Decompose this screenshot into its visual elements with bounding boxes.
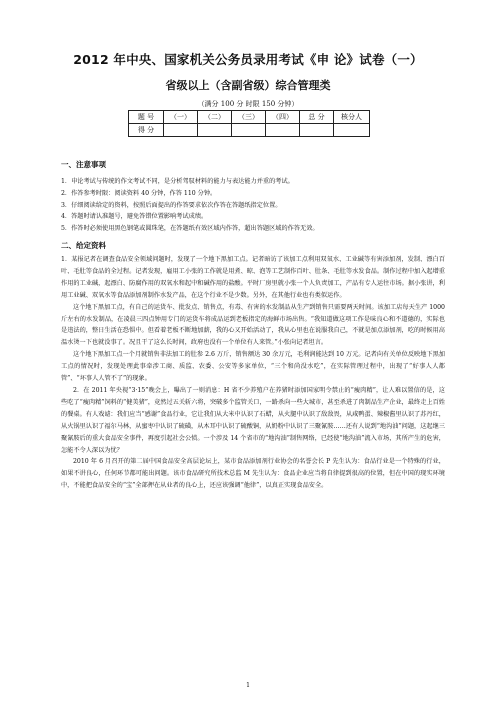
score-cell[interactable] xyxy=(334,124,370,137)
page-subtitle: 省级以上（含副省级）综合管理类 xyxy=(165,79,331,92)
score-header-cell: 核分人 xyxy=(334,111,370,124)
material-paragraph: 这个地下黑加工点一个月就销售非法加工的肚参 2.6 万斤，销售额达 30 余万元，毛利润能达到 10 万元。记者向有关单位反映地下黑加工点的情况时，发现处理此事牵涉工商、质监、农委、公安等多家单位，“三个和尚没水吃”，在实际管理过程中，出现了“好事人人都管”、“坏事人人管不了”的现象。 xyxy=(61,351,445,383)
score-cell[interactable] xyxy=(164,124,198,137)
score-table-score-row xyxy=(129,124,370,137)
section-heading-notes: 一、注意事项 xyxy=(61,160,106,169)
material-paragraph: 1．某报记者在调查食品安全领域问题时，发现了一个地下黑加工点。记者暗访了该加工点利用双氧水、工业碱等有害添加剂，发制、漂白百叶、毛肚等食品的全过程。记者发现，雇用工小张的工作就是用煮、晾、泡等工艺制作百叶、肚条、毛肚等水发食品。制作过程中加入起增重作用的工业碱，起漂白、防腐作用的双氧水和起中和碱作用的盐酸。平时厂房里就小张一个人负责加工，产品有专人运往市场。据小张讲，利用工业碱、双氧水等食品添加剂制作水发产品，在这个行业不是少数。另外，在其他行业也有类似运作。 xyxy=(61,256,445,299)
score-header-cell: 总 分 xyxy=(300,111,334,124)
score-cell[interactable] xyxy=(300,124,334,137)
exam-info: （满分 100 分 时限 150 分钟） xyxy=(197,100,299,108)
material-paragraph: 这个地下黑加工点，有自己的运货车、批发点、销售点，有毒、有害的水发制品从生产到销售只需要两天时间。该加工店每天生产 1000 斤左右的水发制品，在凌晨三四点钟用专门的运货车将成品运到老板指定的海鲜市场出售。“我知道做这项工作是味良心和不道德的，实际也是违法的，整日生活在恐惧中。但看着老板不断地加薪，我的心又开始活动了，我从心里也在说服我自己，不就是加点添加剂，吃的时候用高温水烫一下也就没事了。况且干了这么长时间，政府也没有一个单位有人来管。”小张向记者坦言。 xyxy=(61,303,445,347)
material-paragraph: 2010 年 6 月召开的第二届中国食品安全高层论坛上，某市食品添加剂行业协会的名誉会长 P 先生认为：食品行业是一个特殊的行业，如果不讲良心，任何环节都可能出问题。该市食品研究所技术总监 M 先生认为：食品企业应当将自律提到很高的位置，但在中国的现实环境中，不能把食品安全的“宝”全部押在从业者的良心上，还应该强调“他律”，以真正实现食品安全。 xyxy=(61,458,445,490)
notes-item: 2．作答参考时限：阅读资料 40 分钟，作答 110 分钟。 xyxy=(61,189,217,197)
notes-item: 1．申论考试与传统的作文考试不同，是分析驾驭材料的能力与表达能力并重的考试。 xyxy=(61,178,294,185)
notes-list xyxy=(61,176,461,235)
score-row-label: 得 分 xyxy=(129,124,164,137)
notes-item: 4．答题时请认准题号，避免答错位置影响考试成绩。 xyxy=(61,213,208,221)
material-paragraph: 2．在 2011 年央视“3·15”晚会上，曝出了一则消息：H 省不少养殖户在养猪时添加国家明令禁止的“瘦肉精”，让人难以置信的是，这些吃了“瘦肉精”饲料的“健美猪”，竟然过五关斩六将，突破多个监管关口，一路杀向一些大城市，甚至杀进了肉制品生产企业，最终走上百姓的餐桌。有人戏谑：我们应当“感谢”食品行业，它让我们从大米中认识了石蜡，从火腿中认识了敌敌畏，从咸鸭蛋、辣椒酱里认识了苏丹红，从火锅里认识了福尔马林，从蜜枣中认识了硫磺，从木耳中认识了硫酸铜，从奶粉中认识了三聚氰胺……还有人说到“地沟油”问题，这起继三聚氰胺后的重大食品安全事件，再度引起社会公愤。一个涉及 14 个省市的“地沟油”制售网络，已经使“地沟油”流入市场，其所产生的危害，怎能不令人深以为忧？ xyxy=(61,386,445,454)
page-number: 1 xyxy=(246,682,250,689)
score-header-cell: （三） xyxy=(232,111,266,124)
page-title: 2012 年中央、国家机关公务员录用考试《申 论》试卷（一） xyxy=(73,52,423,67)
materials-body xyxy=(61,254,445,492)
score-table xyxy=(128,110,370,137)
notes-item: 3．仔细阅读给定的资料，按照后面提出的作答要求依次作答在答题纸指定位置。 xyxy=(61,201,282,209)
score-cell[interactable] xyxy=(232,124,266,137)
section-heading-materials: 二、给定资料 xyxy=(61,241,106,250)
score-header-cell: （二） xyxy=(198,111,232,124)
score-cell[interactable] xyxy=(198,124,232,137)
score-cell[interactable] xyxy=(266,124,300,137)
notes-item: 5．作答时必须使用黑色钢笔或圆珠笔，在答题纸有效区域内作答，超出答题区域的作答无效。 xyxy=(61,225,319,233)
score-header-cell: （一） xyxy=(164,111,198,124)
score-header-cell: （四） xyxy=(266,111,300,124)
score-table-header-row xyxy=(129,111,370,124)
score-header-cell: 题 号 xyxy=(129,111,164,124)
